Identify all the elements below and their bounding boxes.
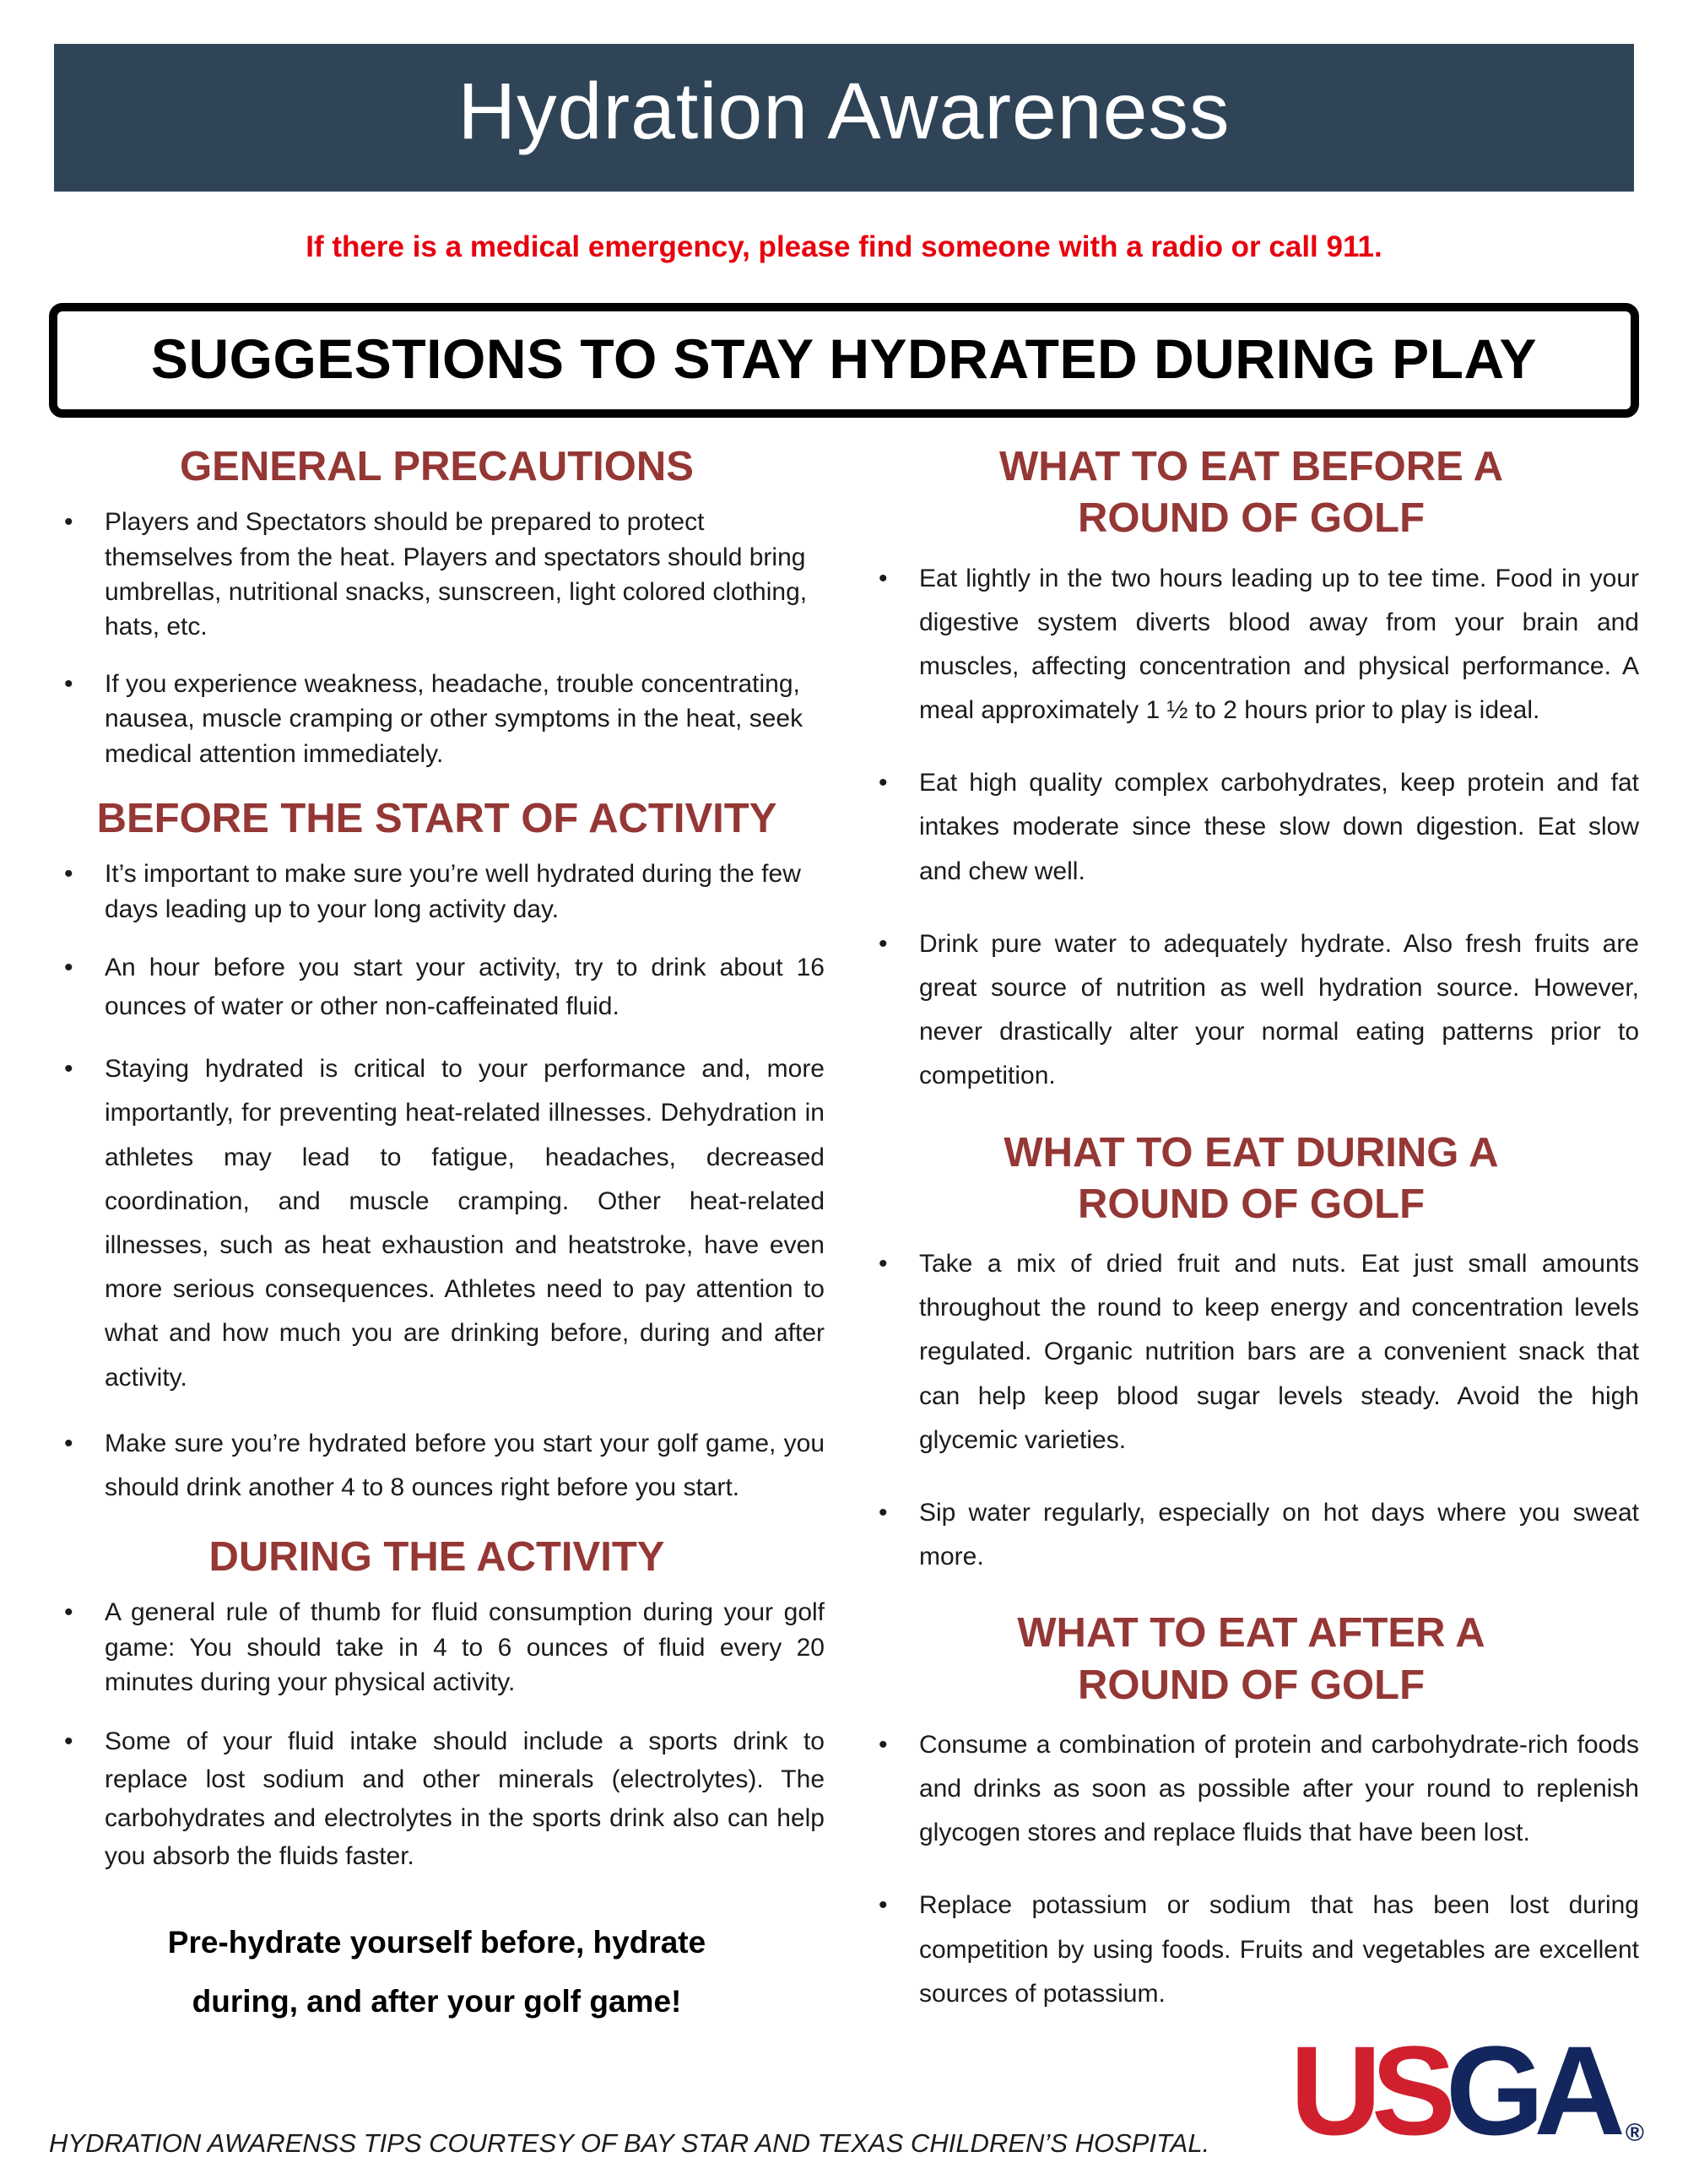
bullet-item: • Staying hydrated is critical to your performance and, more importantly, for preventing heat-related illnesses. Dehydration in athletes may lead to fatigue, headaches, decreased coordination, and muscle cramping. Other heat-related illnesses, such as heat exhaustion and heatstroke, have even more serious consequences. Athletes need to pay attention to what and how much you are drinking before, during and after activity. — [49, 1047, 825, 1400]
list-eat-after-golf — [863, 1723, 1639, 2016]
heading-eat-during-golf: WHAT TO EAT DURING A ROUND OF GOLF — [1004, 1129, 1499, 1227]
bullet-item: • Sip water regularly, especially on hot days where you sweat more. — [863, 1491, 1639, 1579]
footer-credit: HYDRATION AWARENSS TIPS COURTESY OF BAY STAR AND TEXAS CHILDREN’S HOSPITAL. — [49, 2128, 1210, 2158]
usga-logo-us: US — [1290, 2019, 1446, 2161]
prehydrate-callout: Pre-hydrate yourself before, hydrate during, and after your golf game! — [167, 1924, 706, 2019]
bullet-item: • Drink pure water to adequately hydrate. Also fresh fruits are great source of nutrition as well hydration source. However, never drastically alter your normal eating patterns prior to competition. — [863, 922, 1639, 1099]
left-column — [49, 433, 825, 2045]
list-eat-before-golf — [863, 557, 1639, 1099]
bullet-item: • An hour before you start your activity, try to drink about 16 ounces of water or other non-caffeinated fluid. — [49, 949, 825, 1025]
registered-trademark-icon: ® — [1625, 2119, 1644, 2147]
suggestions-banner-box — [49, 303, 1639, 418]
heading-during-activity: DURING THE ACTIVITY — [208, 1534, 665, 1581]
heading-general-precautions: GENERAL PRECAUTIONS — [180, 444, 694, 489]
bullet-item: • Replace potassium or sodium that has been lost during competition by using foods. Fruits and vegetables are excellent sources of potassium. — [863, 1884, 1639, 2016]
page-title: Hydration Awareness — [457, 67, 1231, 156]
bullet-item: • A general rule of thumb for fluid consumption during your golf game: You should take in 4 to 6 ounces of fluid every 20 minutes during your physical activity. — [49, 1595, 825, 1700]
bullet-item: • It’s important to make sure you’re well hydrated during the few days leading up to your long activity day. — [49, 857, 825, 927]
bullet-item: • Take a mix of dried fruit and nuts. Eat just small amounts throughout the round to keep energy and concentration levels regulated. Organic nutrition bars are a convenient snack that can help keep blood sugar levels steady. Avoid the high glycemic varieties. — [863, 1242, 1639, 1462]
heading-before-activity: BEFORE THE START OF ACTIVITY — [96, 795, 777, 841]
bullet-item: • Consume a combination of protein and carbohydrate-rich foods and drinks as soon as possible after your round to replenish glycogen stores and replace fluids that have been lost. — [863, 1723, 1639, 1856]
bullet-item: • If you experience weakness, headache, trouble concentrating, nausea, muscle cramping or other symptoms in the heat, seek medical attention immediately. — [49, 667, 825, 771]
bullet-item: • Players and Spectators should be prepared to protect themselves from the heat. Players and spectators should bring umbrellas, nutritional snacks, sunscreen, light colored clothing, hats, etc. — [49, 505, 825, 645]
right-column — [863, 433, 1639, 2045]
bullet-item: • Make sure you’re hydrated before you start your golf game, you should drink another 4 to 8 ounces right before you start. — [49, 1422, 825, 1510]
usga-logo — [1290, 2019, 1644, 2161]
list-eat-during-golf — [863, 1242, 1639, 1579]
usga-logo-ga: GA — [1445, 2019, 1615, 2161]
content-columns — [49, 433, 1639, 2045]
heading-eat-after-golf: WHAT TO EAT AFTER A ROUND OF GOLF — [1017, 1610, 1485, 1708]
heading-eat-before-golf: WHAT TO EAT BEFORE A ROUND OF GOLF — [998, 444, 1504, 542]
list-general-precautions — [49, 505, 825, 771]
emergency-notice: If there is a medical emergency, please find someone with a radio or call 911. — [306, 230, 1382, 263]
bullet-item: • Some of your fluid intake should include a sports drink to replace lost sodium and other minerals (electrolytes). The carbohydrates and electrolytes in the sports drink also can help you absorb the fluids faster. — [49, 1722, 825, 1876]
suggestions-banner-text: SUGGESTIONS TO STAY HYDRATED DURING PLAY — [150, 327, 1538, 390]
list-during-activity — [49, 1595, 825, 1876]
list-before-activity — [49, 857, 825, 1510]
bullet-item: • Eat lightly in the two hours leading up to tee time. Food in your digestive system diverts blood away from your brain and muscles, affecting concentration and physical performance. A meal approximately 1 ½ to 2 hours prior to play is ideal. — [863, 557, 1639, 733]
title-banner — [54, 44, 1634, 192]
bullet-item: • Eat high quality complex carbohydrates, keep protein and fat intakes moderate since these slow down digestion. Eat slow and chew well. — [863, 761, 1639, 894]
